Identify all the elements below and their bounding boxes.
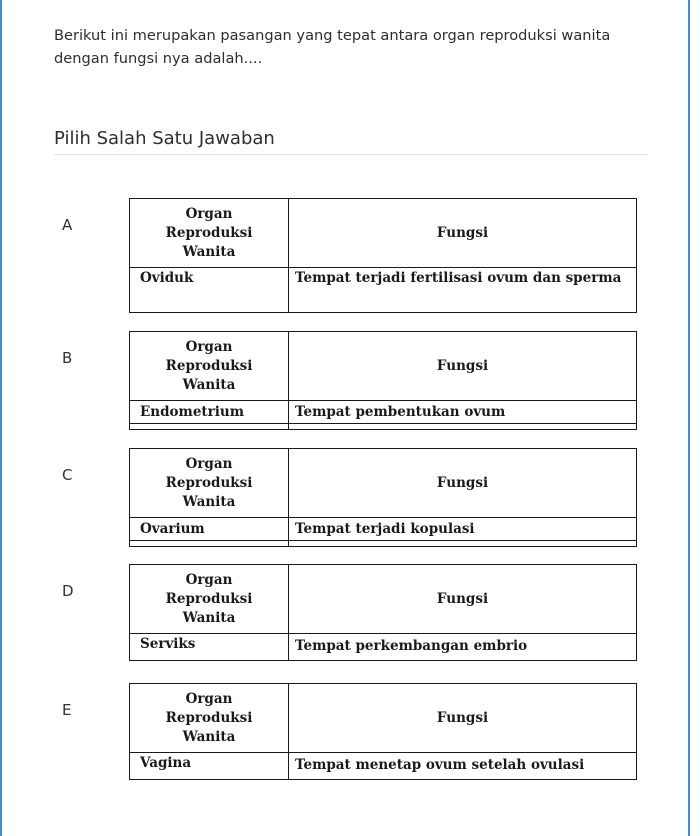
option-table-a	[129, 198, 637, 313]
organ-cell: Ovarium	[130, 518, 289, 541]
organ-header: Organ Reproduksi Wanita	[130, 565, 289, 634]
divider	[54, 154, 648, 155]
function-header: Fungsi	[289, 199, 637, 268]
answer-option-e[interactable]	[54, 683, 654, 781]
option-letter-d[interactable]: D	[62, 582, 74, 600]
option-table-b	[129, 331, 637, 430]
option-letter-e[interactable]: E	[62, 701, 72, 719]
function-cell: Tempat perkembangan embrio	[289, 634, 637, 661]
function-cell: Tempat menetap ovum setelah ovulasi	[289, 753, 637, 780]
left-border	[0, 0, 2, 836]
option-table-e	[129, 683, 637, 780]
option-table-d	[129, 564, 637, 661]
organ-cell: Vagina	[130, 753, 289, 780]
question-text: Berikut ini merupakan pasangan yang tepat antara organ reproduksi wanita dengan fungsi nya adalah....	[54, 27, 611, 67]
function-cell: Tempat terjadi fertilisasi ovum dan sperma	[289, 268, 637, 313]
organ-header: Organ Reproduksi Wanita	[130, 199, 289, 268]
organ-cell: Oviduk	[130, 268, 289, 313]
organ-header: Organ Reproduksi Wanita	[130, 332, 289, 401]
answer-option-c[interactable]	[54, 448, 654, 548]
organ-header: Organ Reproduksi Wanita	[130, 449, 289, 518]
empty-cell	[130, 541, 289, 547]
organ-cell: Endometrium	[130, 401, 289, 424]
empty-cell	[289, 424, 637, 430]
organ-header: Organ Reproduksi Wanita	[130, 684, 289, 753]
option-letter-a[interactable]: A	[62, 216, 73, 234]
function-cell: Tempat pembentukan ovum	[289, 401, 637, 424]
empty-cell	[289, 541, 637, 547]
organ-cell: Serviks	[130, 634, 289, 661]
function-header: Fungsi	[289, 684, 637, 753]
function-header: Fungsi	[289, 332, 637, 401]
function-header: Fungsi	[289, 565, 637, 634]
answer-option-b[interactable]	[54, 331, 654, 431]
option-letter-b[interactable]: B	[62, 349, 73, 367]
instruction-label: Pilih Salah Satu Jawaban	[54, 128, 275, 149]
answer-option-d[interactable]	[54, 564, 654, 662]
option-letter-c[interactable]: C	[62, 466, 73, 484]
option-table-c	[129, 448, 637, 547]
function-header: Fungsi	[289, 449, 637, 518]
function-cell: Tempat terjadi kopulasi	[289, 518, 637, 541]
answer-option-a[interactable]	[54, 198, 654, 314]
empty-cell	[130, 424, 289, 430]
right-border	[688, 0, 690, 836]
